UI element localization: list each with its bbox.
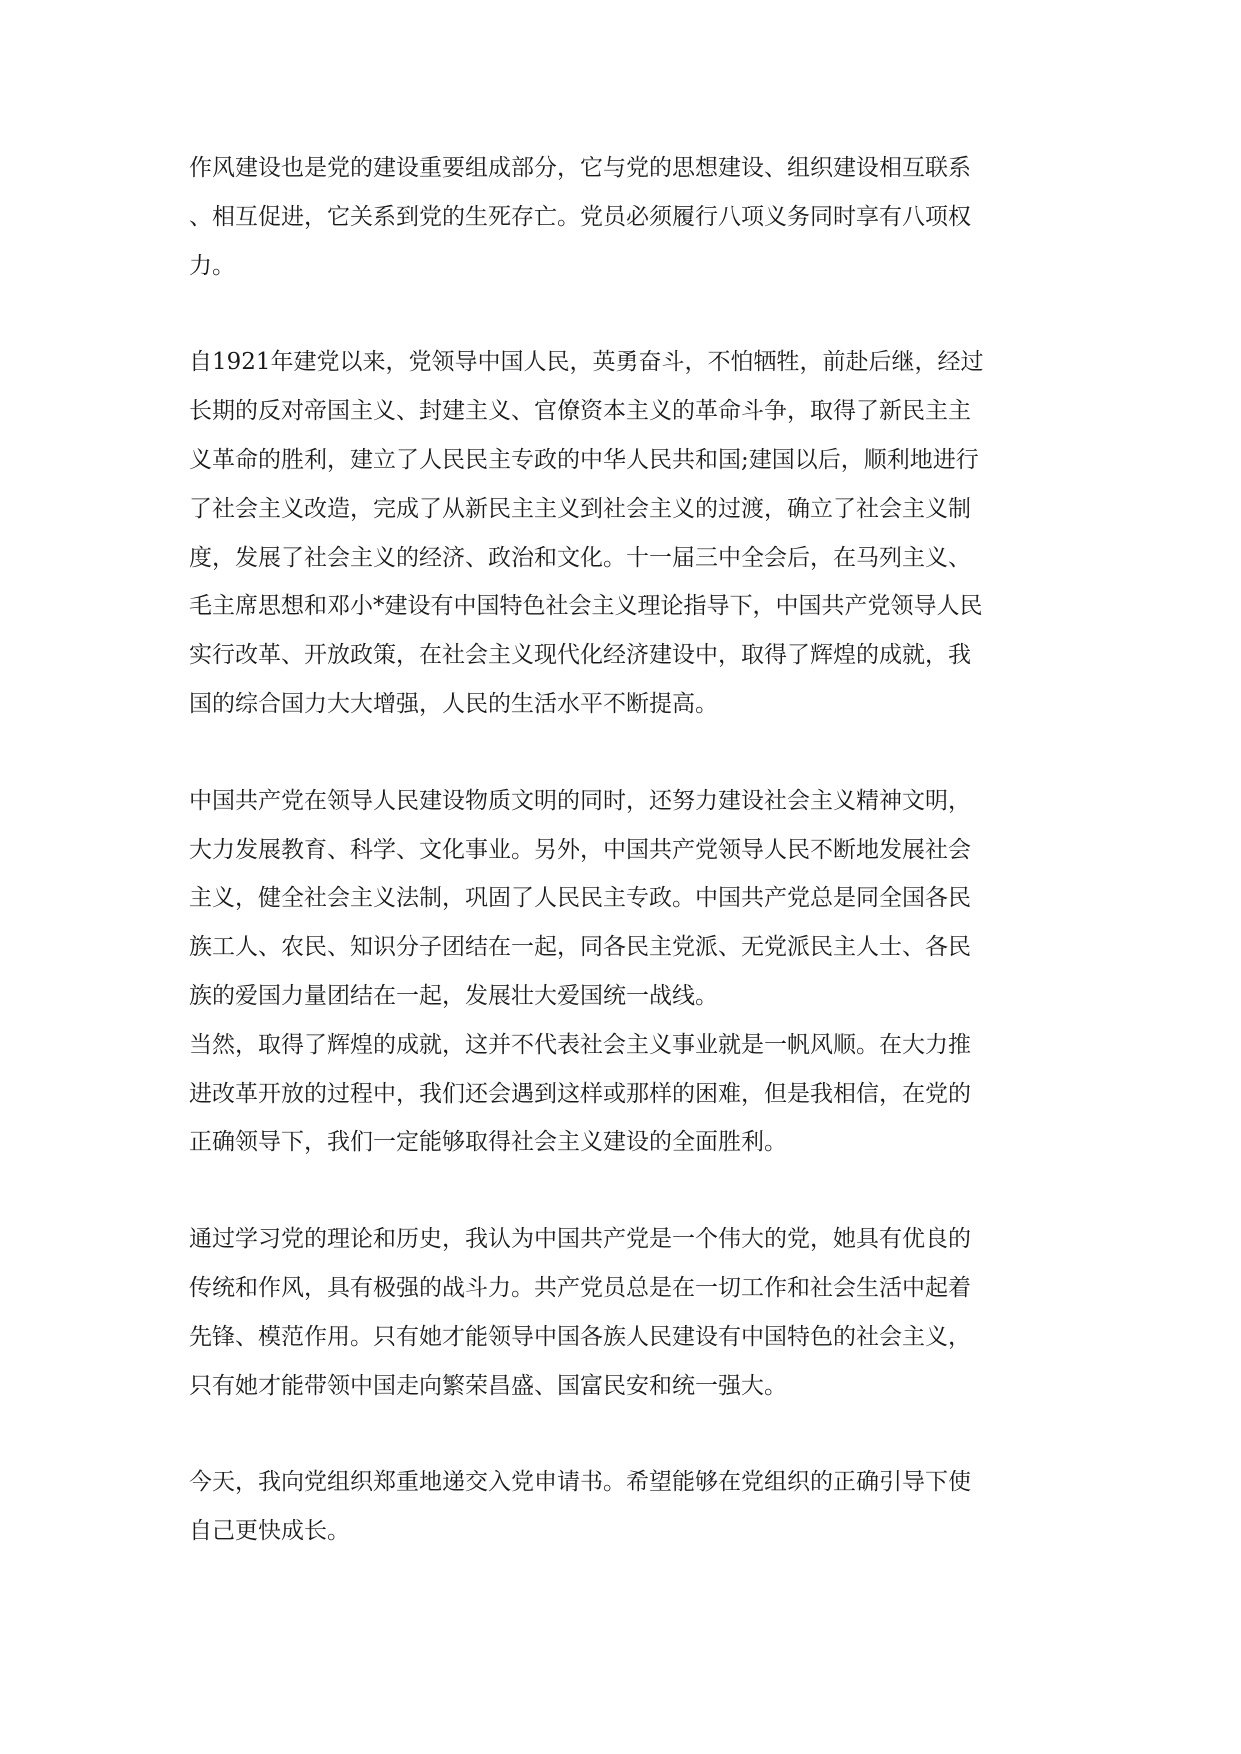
text-line: 大力发展教育、科学、文化事业。另外，中国共产党领导人民不断地发展社会 (189, 836, 971, 863)
text-line: 先锋、模范作用。只有她才能领导中国各族人民建设有中国特色的社会主义， (189, 1323, 971, 1350)
paragraph-conduct (189, 144, 1069, 290)
text-line: 力。 (189, 252, 235, 279)
text-line: 只有她才能带领中国走向繁荣昌盛、国富民安和统一强大。 (189, 1372, 787, 1399)
text-line: 长期的反对帝国主义、封建主义、官僚资本主义的革命斗争，取得了新民主主 (189, 398, 971, 425)
text-line: 自己更快成长。 (189, 1518, 350, 1545)
text-line: 当然，取得了辉煌的成就，这并不代表社会主义事业就是一帆风顺。在大力推 (189, 1031, 971, 1058)
text-line: 正确领导下，我们一定能够取得社会主义建设的全面胜利。 (189, 1129, 787, 1156)
text-line: 实行改革、开放政策，在社会主义现代化经济建设中，取得了辉煌的成就，我 (189, 642, 971, 669)
text-line: 传统和作风，具有极强的战斗力。共产党员总是在一切工作和社会生活中起着 (189, 1274, 971, 1301)
text-line: 中国共产党在领导人民建设物质文明的同时，还努力建设社会主义精神文明， (189, 787, 971, 814)
text-line: 度，发展了社会主义的经济、政治和文化。十一届三中全会后，在马列主义、 (189, 544, 971, 571)
text-line: 主义，健全社会主义法制，巩固了人民民主专政。中国共产党总是同全国各民 (189, 885, 971, 912)
text-line: 国的综合国力大大增强，人民的生活水平不断提高。 (189, 690, 718, 717)
paragraph-understanding (189, 1215, 1069, 1410)
text-line: 进改革开放的过程中，我们还会遇到这样或那样的困难，但是我相信，在党的 (189, 1080, 971, 1107)
text-line: 自1921年建党以来，党领导中国人民，英勇奋斗，不怕牺牲，前赴后继，经过 (189, 349, 984, 376)
text-line: 义革命的胜利，建立了人民民主专政的中华人民共和国;建国以后，顺利地进行 (189, 446, 979, 473)
paragraph-application (189, 1458, 1069, 1556)
text-line: 通过学习党的理论和历史，我认为中国共产党是一个伟大的党，她具有优良的 (189, 1226, 971, 1253)
text-line: 、相互促进，它关系到党的生死存亡。党员必须履行八项义务同时享有八项权 (189, 203, 971, 230)
paragraph-history (189, 338, 1069, 728)
text-line: 族的爱国力量团结在一起，发展壮大爱国统一战线。 (189, 982, 718, 1009)
text-line: 了社会主义改造，完成了从新民主主义到社会主义的过渡，确立了社会主义制 (189, 495, 971, 522)
text-line: 今天，我向党组织郑重地递交入党申请书。希望能够在党组织的正确引导下使 (189, 1469, 971, 1496)
document-body (189, 144, 1069, 1556)
text-line: 族工人、农民、知识分子团结在一起，同各民主党派、无党派民主人士、各民 (189, 934, 971, 961)
text-line: 毛主席思想和邓小*建设有中国特色社会主义理论指导下，中国共产党领导人民 (189, 593, 983, 620)
text-line: 作风建设也是党的建设重要组成部分，它与党的思想建设、组织建设相互联系 (189, 155, 971, 181)
paragraph-civilization (189, 777, 1069, 1167)
